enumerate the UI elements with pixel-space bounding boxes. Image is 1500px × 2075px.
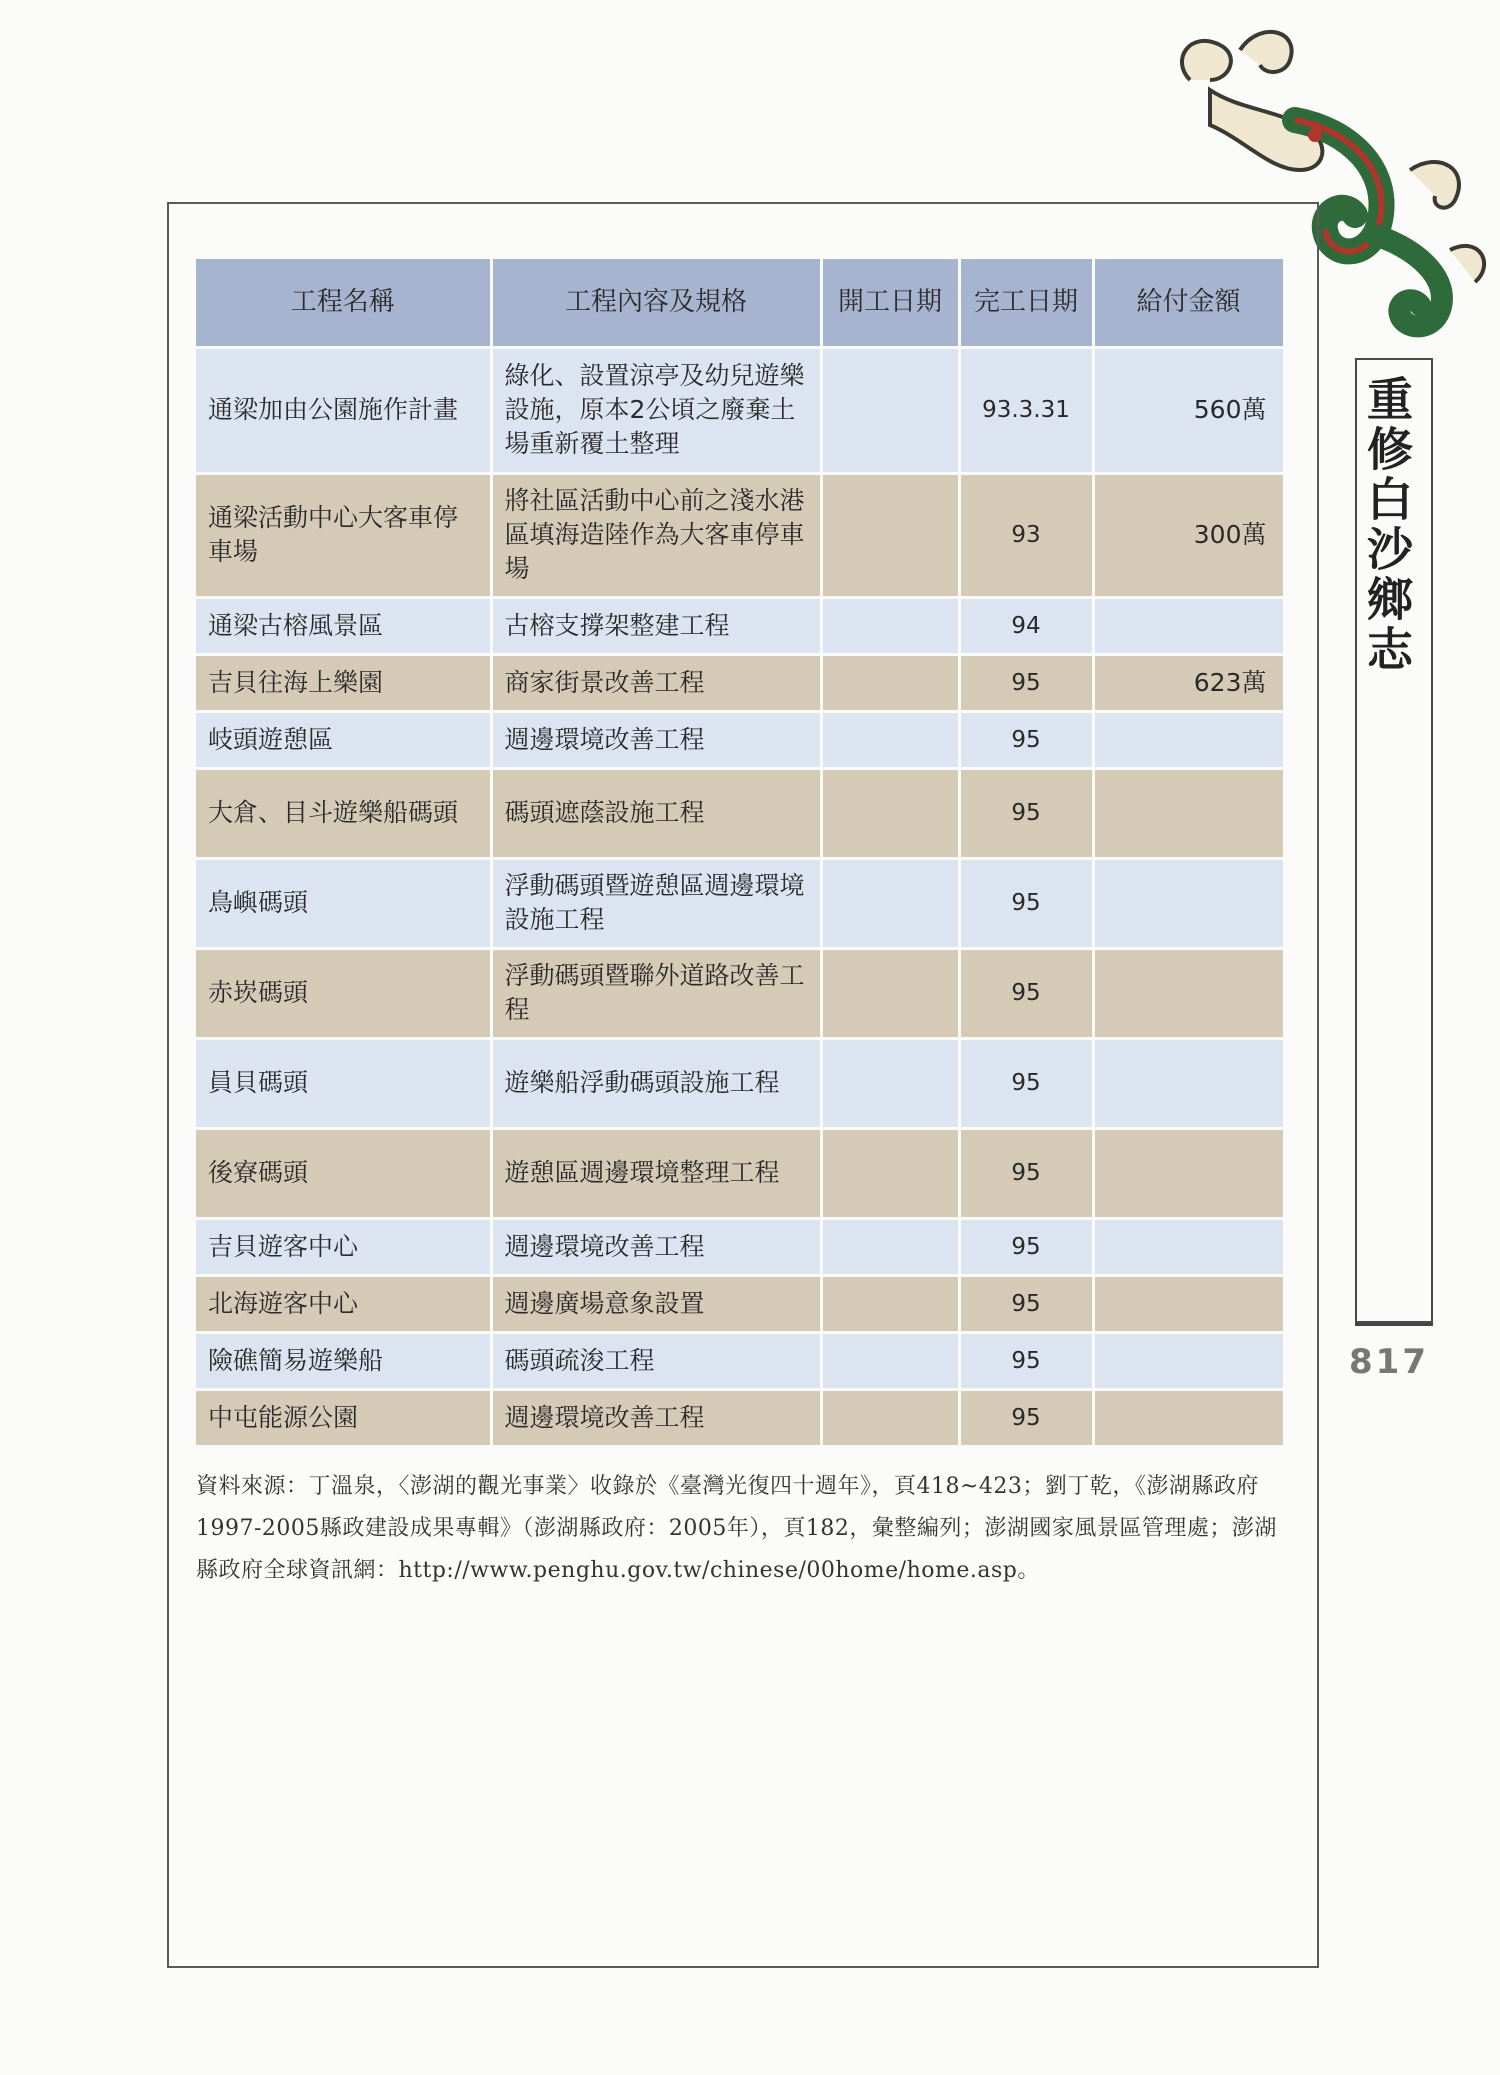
cell-amount: 623萬 [1093, 654, 1284, 711]
source-note: 資料來源：丁溫泉，〈澎湖的觀光事業〉收錄於《臺灣光復四十週年》，頁418~423；劉丁乾，《澎湖縣政府1997-2005縣政建設成果專輯》（澎湖縣政府：2005年），頁182，彙整編列；澎湖國家風景區管理處；澎湖縣政府全球資訊網：http://www.penghu.gov.tw/chinese/00home/home.asp。 [196, 1474, 1277, 1583]
cell-content: 浮動碼頭暨遊憩區週邊環境設施工程 [491, 858, 821, 948]
cell-end: 94 [959, 597, 1093, 654]
cell-amount [1093, 1218, 1284, 1275]
cell-end: 93 [959, 473, 1093, 597]
cell-amount [1093, 1389, 1284, 1446]
cell-start [821, 1128, 959, 1218]
cell-amount: 300萬 [1093, 473, 1284, 597]
cell-name: 吉貝往海上樂園 [196, 654, 491, 711]
cell-end: 95 [959, 1332, 1093, 1389]
cell-end: 95 [959, 1218, 1093, 1275]
cell-name: 後寮碼頭 [196, 1128, 491, 1218]
cell-name: 通梁古榕風景區 [196, 597, 491, 654]
cell-start [821, 1332, 959, 1389]
cell-content: 遊樂船浮動碼頭設施工程 [491, 1038, 821, 1128]
cell-amount [1093, 1038, 1284, 1128]
cell-name: 通梁加由公園施作計畫 [196, 347, 491, 473]
table-row [196, 1128, 1284, 1218]
cell-start [821, 768, 959, 858]
construction-projects-table [196, 259, 1286, 1448]
cell-start [821, 1038, 959, 1128]
header-end-date: 完工日期 [959, 259, 1093, 347]
cell-name: 通梁活動中心大客車停車場 [196, 473, 491, 597]
cell-content: 碼頭遮蔭設施工程 [491, 768, 821, 858]
cell-start [821, 347, 959, 473]
cell-amount [1093, 597, 1284, 654]
cell-start [821, 1389, 959, 1446]
cell-name: 鳥嶼碼頭 [196, 858, 491, 948]
cell-amount [1093, 1128, 1284, 1218]
cell-name: 吉貝遊客中心 [196, 1218, 491, 1275]
cell-end: 95 [959, 1038, 1093, 1128]
page-number: 817 [1349, 1342, 1429, 1382]
cell-amount [1093, 948, 1284, 1038]
header-payment-amount: 給付金額 [1093, 259, 1284, 347]
cell-start [821, 654, 959, 711]
cell-content: 週邊環境改善工程 [491, 1218, 821, 1275]
header-project-content: 工程內容及規格 [491, 259, 821, 347]
table-row [196, 597, 1284, 654]
cell-name: 員貝碼頭 [196, 1038, 491, 1128]
cell-amount [1093, 1275, 1284, 1332]
cell-end: 95 [959, 1389, 1093, 1446]
cell-end: 95 [959, 768, 1093, 858]
cell-name: 險礁簡易遊樂船 [196, 1332, 491, 1389]
cell-content: 綠化、設置涼亭及幼兒遊樂設施，原本2公頃之廢棄土場重新覆土整理 [491, 347, 821, 473]
cell-content: 浮動碼頭暨聯外道路改善工程 [491, 948, 821, 1038]
cell-content: 週邊環境改善工程 [491, 711, 821, 768]
cell-start [821, 597, 959, 654]
cell-content: 週邊廣場意象設置 [491, 1275, 821, 1332]
table-row [196, 1038, 1284, 1128]
cell-amount [1093, 768, 1284, 858]
table-row [196, 711, 1284, 768]
cell-content: 遊憩區週邊環境整理工程 [491, 1128, 821, 1218]
table-row [196, 1218, 1284, 1275]
table-row [196, 858, 1284, 948]
cell-end: 95 [959, 654, 1093, 711]
table-row [196, 473, 1284, 597]
table-row [196, 1275, 1284, 1332]
book-title: 重修白沙鄉志 [1360, 375, 1414, 675]
table-row [196, 654, 1284, 711]
cell-amount [1093, 858, 1284, 948]
cell-end: 95 [959, 711, 1093, 768]
cell-name: 岐頭遊憩區 [196, 711, 491, 768]
cell-content: 商家街景改善工程 [491, 654, 821, 711]
cell-start [821, 473, 959, 597]
divider [1355, 1323, 1433, 1326]
cell-name: 中屯能源公園 [196, 1389, 491, 1446]
cell-content: 碼頭疏浚工程 [491, 1332, 821, 1389]
table-row [196, 768, 1284, 858]
cell-start [821, 948, 959, 1038]
cell-start [821, 711, 959, 768]
cell-amount [1093, 711, 1284, 768]
cell-name: 赤崁碼頭 [196, 948, 491, 1038]
header-start-date: 開工日期 [821, 259, 959, 347]
table-row [196, 1332, 1284, 1389]
cell-name: 北海遊客中心 [196, 1275, 491, 1332]
cell-name: 大倉、目斗遊樂船碼頭 [196, 768, 491, 858]
cell-amount: 560萬 [1093, 347, 1284, 473]
table-row [196, 1389, 1284, 1446]
table-row [196, 347, 1284, 473]
cell-end: 95 [959, 858, 1093, 948]
cell-start [821, 1218, 959, 1275]
cell-start [821, 1275, 959, 1332]
table-row [196, 948, 1284, 1038]
cell-end: 95 [959, 1128, 1093, 1218]
cell-content: 週邊環境改善工程 [491, 1389, 821, 1446]
cell-end: 95 [959, 948, 1093, 1038]
cell-amount [1093, 1332, 1284, 1389]
table-header-row [196, 259, 1284, 347]
cell-end: 95 [959, 1275, 1093, 1332]
cell-content: 古榕支撐架整建工程 [491, 597, 821, 654]
cell-content: 將社區活動中心前之淺水港區填海造陸作為大客車停車場 [491, 473, 821, 597]
cell-start [821, 858, 959, 948]
cell-end: 93.3.31 [959, 347, 1093, 473]
header-project-name: 工程名稱 [196, 259, 491, 347]
